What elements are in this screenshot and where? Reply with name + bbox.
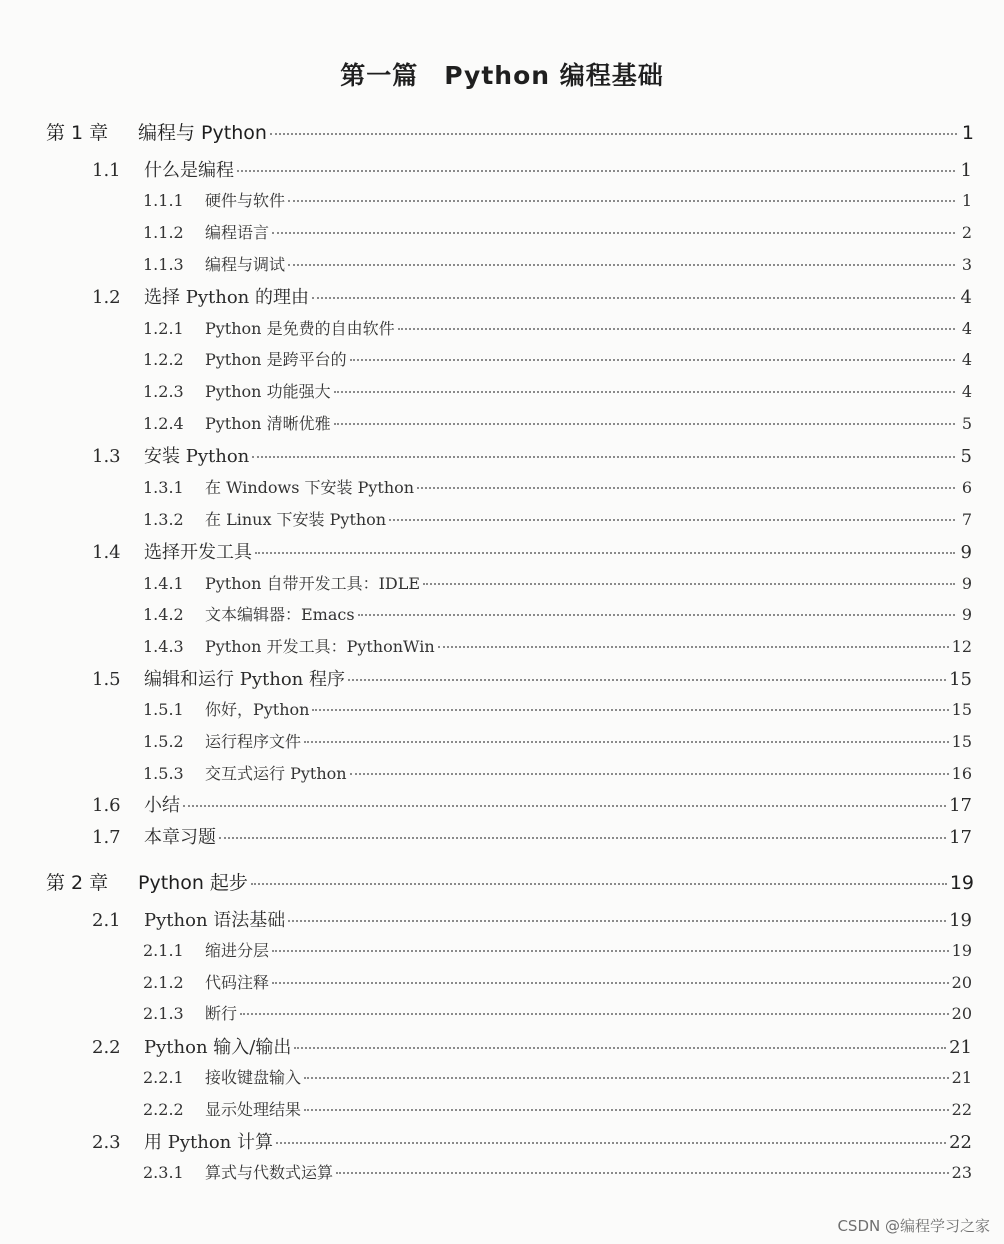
toc-subsection bbox=[143, 1001, 972, 1024]
toc-chapter bbox=[46, 868, 974, 895]
toc-subsection bbox=[143, 1160, 972, 1183]
toc-page-number: 6 bbox=[961, 478, 972, 497]
dot-leader bbox=[304, 1109, 949, 1111]
toc-page-number: 17 bbox=[949, 795, 972, 816]
toc-number: 1.2 bbox=[92, 287, 121, 308]
toc-number: 1.1.3 bbox=[143, 255, 184, 274]
dot-leader bbox=[240, 1013, 949, 1015]
dot-leader bbox=[350, 359, 955, 361]
toc-label: 断行 bbox=[205, 1004, 238, 1023]
toc-label: 显示处理结果 bbox=[205, 1100, 302, 1119]
dot-leader bbox=[255, 552, 955, 554]
toc-chapter bbox=[46, 118, 974, 145]
toc-section bbox=[92, 1128, 972, 1154]
toc-label: Python 功能强大 bbox=[205, 382, 331, 401]
toc-label: 编程与 Python bbox=[138, 122, 267, 144]
toc-page-number: 4 bbox=[961, 319, 972, 338]
toc-label: 交互式运行 Python bbox=[205, 764, 347, 783]
toc-subsection bbox=[143, 761, 972, 784]
toc-label: 编程与调试 bbox=[205, 255, 286, 274]
toc-number: 第 2 章 bbox=[46, 872, 109, 894]
toc-number: 1.2.3 bbox=[143, 382, 184, 401]
toc-subsection bbox=[143, 220, 972, 243]
dot-leader bbox=[334, 391, 955, 393]
toc-number: 1.2.2 bbox=[143, 350, 184, 369]
dot-leader bbox=[288, 264, 955, 266]
toc-page-number: 7 bbox=[961, 510, 972, 529]
toc-page-number: 15 bbox=[949, 669, 972, 690]
dot-leader bbox=[270, 133, 957, 135]
dot-leader bbox=[438, 646, 949, 648]
toc-label: 你好，Python bbox=[205, 700, 310, 719]
toc-label: 选择 Python 的理由 bbox=[144, 287, 309, 308]
toc-number: 1.1.2 bbox=[143, 223, 184, 242]
toc-page-number: 21 bbox=[951, 1068, 972, 1087]
toc-section bbox=[92, 906, 972, 932]
toc-section bbox=[92, 538, 972, 564]
toc-label: 在 Linux 下安装 Python bbox=[205, 510, 387, 529]
toc-page-number: 5 bbox=[961, 414, 972, 433]
toc-label: 文本编辑器：Emacs bbox=[205, 605, 355, 624]
toc-page-number: 22 bbox=[949, 1132, 972, 1153]
toc-page-number: 19 bbox=[951, 941, 972, 960]
dot-leader bbox=[252, 456, 955, 458]
toc-label: 代码注释 bbox=[205, 973, 270, 992]
dot-leader bbox=[334, 423, 955, 425]
dot-leader bbox=[183, 805, 946, 807]
toc-label: Python 是免费的自由软件 bbox=[205, 319, 395, 338]
dot-leader bbox=[398, 328, 955, 330]
toc-subsection bbox=[143, 252, 972, 275]
toc-label: 编程语言 bbox=[205, 223, 270, 242]
dot-leader bbox=[350, 773, 949, 775]
toc-subsection bbox=[143, 411, 972, 434]
toc-page-number: 9 bbox=[961, 605, 972, 624]
toc-label: 在 Windows 下安装 Python bbox=[205, 478, 415, 497]
dot-leader bbox=[237, 170, 955, 172]
dot-leader bbox=[276, 1142, 946, 1144]
toc-subsection bbox=[143, 1065, 972, 1088]
toc-number: 1.3 bbox=[92, 446, 121, 467]
toc-number: 1.5.1 bbox=[143, 700, 184, 719]
toc-number: 1.5.3 bbox=[143, 764, 184, 783]
toc-page-number: 9 bbox=[960, 542, 972, 563]
toc-page-number: 19 bbox=[949, 910, 972, 931]
toc-label: 用 Python 计算 bbox=[144, 1132, 273, 1153]
toc-number: 2.3 bbox=[92, 1132, 121, 1153]
dot-leader bbox=[417, 487, 955, 489]
toc-subsection bbox=[143, 938, 972, 961]
toc-number: 1.2.1 bbox=[143, 319, 184, 338]
toc-page-number: 5 bbox=[960, 446, 972, 467]
toc-number: 1.2.4 bbox=[143, 414, 184, 433]
toc-label: 安装 Python bbox=[144, 446, 250, 467]
toc-label: 算式与代数式运算 bbox=[205, 1163, 334, 1182]
dot-leader bbox=[312, 297, 955, 299]
toc-number: 第 1 章 bbox=[46, 122, 109, 144]
toc-section bbox=[92, 823, 972, 849]
toc-section bbox=[92, 791, 972, 817]
dot-leader bbox=[272, 950, 949, 952]
dot-leader bbox=[304, 741, 949, 743]
page-title: 第一篇 Python 编程基础 bbox=[340, 61, 664, 90]
toc-subsection bbox=[143, 507, 972, 530]
dot-leader bbox=[294, 1047, 946, 1049]
toc-page-number: 4 bbox=[960, 287, 972, 308]
toc-subsection bbox=[143, 970, 972, 993]
toc-label: Python 起步 bbox=[138, 872, 248, 894]
toc-number: 1.4.3 bbox=[143, 637, 184, 656]
toc-number: 1.4 bbox=[92, 542, 121, 563]
toc-page-number: 20 bbox=[951, 973, 972, 992]
toc-section bbox=[92, 1033, 972, 1059]
dot-leader bbox=[251, 883, 947, 885]
dot-leader bbox=[219, 837, 946, 839]
toc-page-number: 21 bbox=[949, 1037, 972, 1058]
toc-label: 接收键盘输入 bbox=[205, 1068, 302, 1087]
toc-page-number: 1 bbox=[961, 122, 974, 144]
toc-number: 2.2 bbox=[92, 1037, 121, 1058]
toc-number: 2.1 bbox=[92, 910, 121, 931]
toc-number: 1.1 bbox=[92, 160, 121, 181]
toc-page-number: 12 bbox=[951, 637, 972, 656]
toc-number: 1.5 bbox=[92, 669, 121, 690]
toc-number: 1.6 bbox=[92, 795, 121, 816]
toc-section bbox=[92, 665, 972, 691]
toc-label: 缩进分层 bbox=[205, 941, 270, 960]
toc-label: Python 输入/输出 bbox=[144, 1037, 292, 1058]
toc-number: 2.1.3 bbox=[143, 1004, 184, 1023]
toc-subsection bbox=[143, 571, 972, 594]
toc-page-number: 1 bbox=[960, 160, 972, 181]
toc-number: 1.1.1 bbox=[143, 191, 184, 210]
toc-subsection bbox=[143, 475, 972, 498]
toc-label: Python 清晰优雅 bbox=[205, 414, 331, 433]
toc-number: 2.1.2 bbox=[143, 973, 184, 992]
toc-subsection bbox=[143, 729, 972, 752]
toc-number: 1.7 bbox=[92, 827, 121, 848]
toc-label: Python 自带开发工具：IDLE bbox=[205, 574, 421, 593]
dot-leader bbox=[288, 920, 946, 922]
toc-page-number: 3 bbox=[961, 255, 972, 274]
toc-label: 选择开发工具 bbox=[144, 542, 252, 563]
toc-page-number: 16 bbox=[951, 764, 972, 783]
toc-number: 1.4.1 bbox=[143, 574, 184, 593]
dot-leader bbox=[423, 583, 955, 585]
toc-subsection bbox=[143, 379, 972, 402]
toc-page-number: 19 bbox=[949, 872, 974, 894]
toc-label: Python 是跨平台的 bbox=[205, 350, 347, 369]
toc-page-number: 17 bbox=[949, 827, 972, 848]
toc-page-number: 15 bbox=[951, 700, 972, 719]
toc-number: 1.4.2 bbox=[143, 605, 184, 624]
toc-number: 2.2.1 bbox=[143, 1068, 184, 1087]
toc-page-number: 22 bbox=[951, 1100, 972, 1119]
toc-page-number: 9 bbox=[961, 574, 972, 593]
toc-subsection bbox=[143, 1097, 972, 1120]
toc-number: 1.3.1 bbox=[143, 478, 184, 497]
toc-subsection bbox=[143, 634, 972, 657]
toc-label: 什么是编程 bbox=[144, 160, 234, 181]
toc-page-number: 23 bbox=[951, 1163, 972, 1182]
toc-page-number: 20 bbox=[951, 1004, 972, 1023]
toc-label: 本章习题 bbox=[144, 827, 216, 848]
toc-page-number: 15 bbox=[951, 732, 972, 751]
toc-page-number: 4 bbox=[961, 350, 972, 369]
toc-subsection bbox=[143, 697, 972, 720]
toc-label: 运行程序文件 bbox=[205, 732, 302, 751]
toc-label: 编辑和运行 Python 程序 bbox=[144, 669, 345, 690]
toc-section bbox=[92, 442, 972, 468]
toc-label: Python 开发工具：PythonWin bbox=[205, 637, 435, 656]
toc-label: 硬件与软件 bbox=[205, 191, 286, 210]
toc-label: 小结 bbox=[144, 795, 180, 816]
dot-leader bbox=[336, 1172, 949, 1174]
toc-section bbox=[92, 156, 972, 182]
watermark: CSDN @编程学习之家 bbox=[837, 1217, 990, 1235]
dot-leader bbox=[288, 200, 955, 202]
toc-subsection bbox=[143, 347, 972, 370]
toc-number: 1.5.2 bbox=[143, 732, 184, 751]
toc-page-number: 4 bbox=[961, 382, 972, 401]
toc-section bbox=[92, 283, 972, 309]
toc-number: 2.2.2 bbox=[143, 1100, 184, 1119]
dot-leader bbox=[312, 709, 948, 711]
dot-leader bbox=[272, 982, 949, 984]
dot-leader bbox=[304, 1077, 949, 1079]
toc-subsection bbox=[143, 602, 972, 625]
toc-subsection bbox=[143, 188, 972, 211]
toc-number: 1.3.2 bbox=[143, 510, 184, 529]
toc-label: Python 语法基础 bbox=[144, 910, 286, 931]
dot-leader bbox=[348, 679, 946, 681]
toc-number: 2.3.1 bbox=[143, 1163, 184, 1182]
toc-subsection bbox=[143, 316, 972, 339]
dot-leader bbox=[358, 614, 955, 616]
dot-leader bbox=[389, 519, 955, 521]
toc-page-number: 2 bbox=[961, 223, 972, 242]
dot-leader bbox=[272, 232, 955, 234]
toc-page-number: 1 bbox=[961, 191, 972, 210]
toc-number: 2.1.1 bbox=[143, 941, 184, 960]
